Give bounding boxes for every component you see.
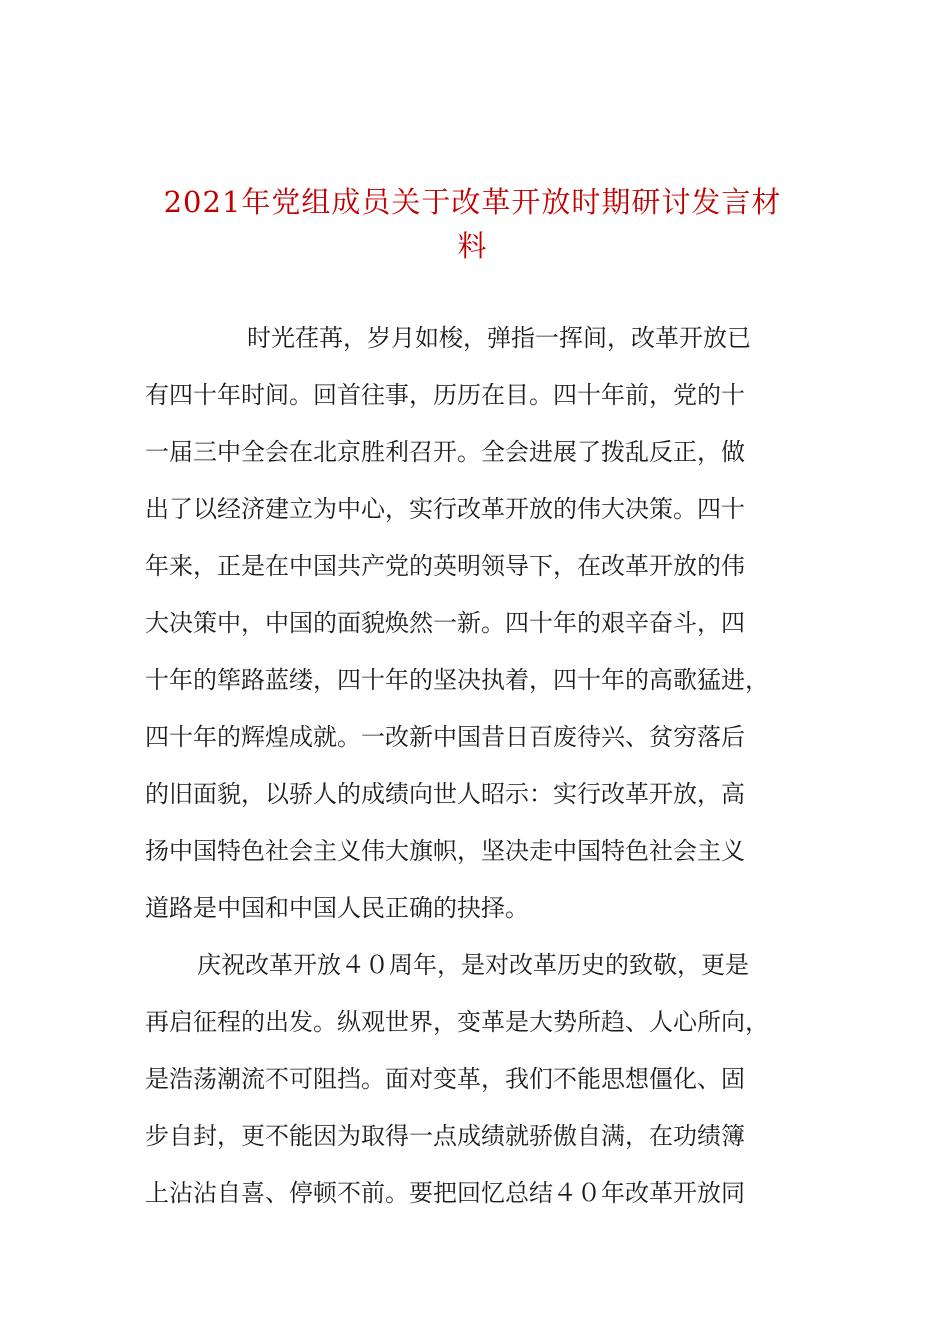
- paragraph-line: 步自封，更不能因为取得一点成绩就骄傲自满，在功绩簿: [145, 1122, 745, 1150]
- paragraph-line: 有四十年时间。回首往事，历历在目。四十年前，党的十: [145, 381, 745, 409]
- paragraph-line: 四十年的辉煌成就。一改新中国昔日百废待兴、贫穷落后: [145, 723, 745, 751]
- document-body: [145, 318, 795, 1230]
- paragraph-line: 再启征程的出发。纵观世界，变革是大势所趋、人心所向，: [145, 1008, 769, 1036]
- title-line-1: 2021年党组成员关于改革开放时期研讨发言材: [163, 185, 782, 219]
- paragraph-1: [145, 318, 795, 945]
- paragraph-line: 时光荏苒，岁月如梭，弹指一挥间，改革开放已: [247, 324, 751, 352]
- title-line-2: 料: [457, 229, 488, 263]
- paragraph-line: 道路是中国和中国人民正确的抉择。: [145, 894, 529, 922]
- paragraph-line: 扬中国特色社会主义伟大旗帜，坚决走中国特色社会主义: [145, 837, 745, 865]
- paragraph-line: 的旧面貌，以骄人的成绩向世人昭示：实行改革开放，高: [145, 780, 745, 808]
- paragraph-line: 庆祝改革开放４０周年，是对改革历史的致敬，更是: [197, 951, 749, 979]
- paragraph-line: 上沾沾自喜、停顿不前。要把回忆总结４０年改革开放同: [145, 1179, 745, 1207]
- paragraph-line: 出了以经济建立为中心，实行改革开放的伟大决策。四十: [145, 495, 745, 523]
- paragraph-line: 大决策中，中国的面貌焕然一新。四十年的艰辛奋斗，四: [145, 609, 745, 637]
- paragraph-line: 年来，正是在中国共产党的英明领导下，在改革开放的伟: [145, 552, 745, 580]
- document-title: [145, 180, 800, 268]
- paragraph-line: 十年的筚路蓝缕，四十年的坚决执着，四十年的高歌猛进，: [145, 666, 769, 694]
- paragraph-2: [145, 945, 795, 1230]
- paragraph-line: 一届三中全会在北京胜利召开。全会进展了拨乱反正，做: [145, 438, 745, 466]
- paragraph-line: 是浩荡潮流不可阻挡。面对变革，我们不能思想僵化、固: [145, 1065, 745, 1093]
